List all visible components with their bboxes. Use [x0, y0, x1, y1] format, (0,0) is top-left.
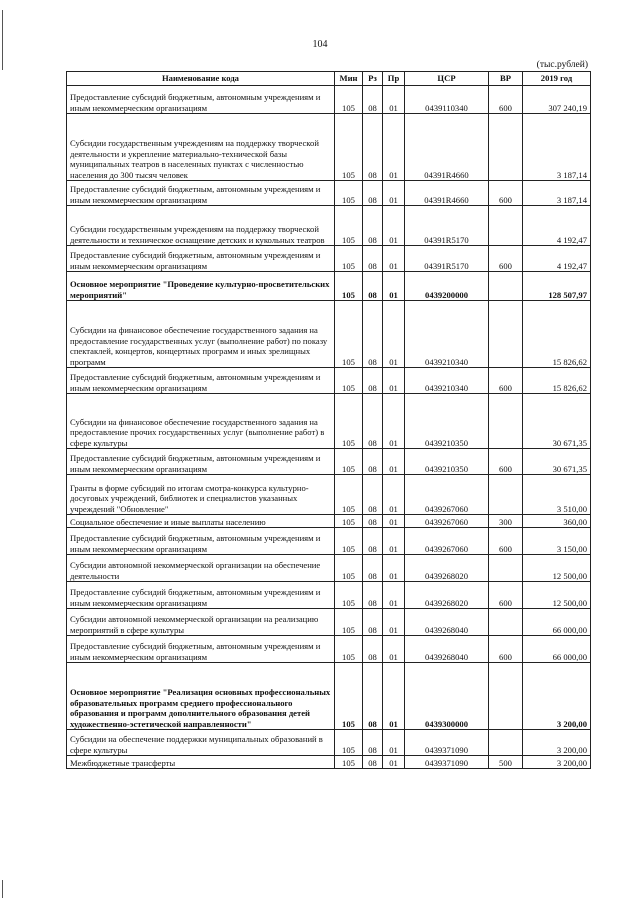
- table-row: [67, 582, 591, 609]
- row-pr: 01: [383, 475, 405, 515]
- row-name: Основное мероприятие "Реализация основных профессиональных образовательных программ среднего профессионального образования и программ дополнительного образования детей художественно-эстетической направленности": [67, 663, 335, 730]
- row-min: 105: [335, 582, 363, 609]
- row-min: 105: [335, 86, 363, 114]
- row-name: Предоставление субсидий бюджетным, автономным учреждениям и иным некоммерческим организациям: [67, 181, 335, 206]
- row-min: 105: [335, 246, 363, 272]
- row-vr: 600: [489, 181, 523, 206]
- row-rz: 08: [363, 663, 383, 730]
- row-min: 105: [335, 272, 363, 301]
- row-min: 105: [335, 114, 363, 181]
- row-vr: [489, 301, 523, 368]
- row-amount: 3 187,14: [523, 114, 591, 181]
- row-csr: 0439268040: [405, 609, 489, 636]
- row-name: Субсидии на финансовое обеспечение государственного задания на предоставление государственных услуг (выполнение работ) по показу спектаклей, концертов, концертных программ и иных зрелищных программ: [67, 301, 335, 368]
- table-row: [67, 528, 591, 555]
- row-name: Субсидии государственным учреждениям на поддержку творческой деятельности и техническое оснащение детских и кукольных театров: [67, 206, 335, 246]
- row-rz: 08: [363, 86, 383, 114]
- table-row: [67, 86, 591, 114]
- row-pr: 01: [383, 246, 405, 272]
- table-row: [67, 475, 591, 515]
- row-min: 105: [335, 206, 363, 246]
- column-header-pr: Пр: [383, 72, 405, 86]
- row-rz: 08: [363, 528, 383, 555]
- row-amount: 3 200,00: [523, 756, 591, 769]
- row-min: 105: [335, 555, 363, 582]
- row-amount: 66 000,00: [523, 636, 591, 663]
- row-name: Субсидии автономной некоммерческой организации на реализацию мероприятий в сфере культуры: [67, 609, 335, 636]
- table-row: [67, 114, 591, 181]
- row-vr: 600: [489, 528, 523, 555]
- scan-edge-mark: [2, 880, 3, 898]
- row-csr: 0439267060: [405, 528, 489, 555]
- table-row: [67, 515, 591, 528]
- row-csr: 04391R5170: [405, 206, 489, 246]
- row-name: Основное мероприятие "Проведение культурно-просветительских мероприятий": [67, 272, 335, 301]
- row-name: Гранты в форме субсидий по итогам смотра-конкурса культурно-досуговых учреждений, библиотек и специалистов указанных учреждений "Обновление": [67, 475, 335, 515]
- budget-table: [66, 71, 591, 769]
- row-amount: 30 671,35: [523, 449, 591, 475]
- units-label: (тыс.рублей): [536, 60, 588, 70]
- row-name: Субсидии на финансовое обеспечение государственного задания на предоставление прочих государственных услуг (выполнение работ) в сфере культуры: [67, 394, 335, 449]
- row-name: Социальное обеспечение и иные выплаты населению: [67, 515, 335, 528]
- table-row: [67, 555, 591, 582]
- row-rz: 08: [363, 582, 383, 609]
- table-row: [67, 756, 591, 769]
- row-amount: 3 200,00: [523, 663, 591, 730]
- row-csr: 0439210340: [405, 368, 489, 394]
- table-row: [67, 368, 591, 394]
- row-csr: 0439268040: [405, 636, 489, 663]
- row-rz: 08: [363, 730, 383, 756]
- column-header-csr: ЦСР: [405, 72, 489, 86]
- row-amount: 12 500,00: [523, 582, 591, 609]
- row-vr: 500: [489, 756, 523, 769]
- row-amount: 66 000,00: [523, 609, 591, 636]
- row-amount: 307 240,19: [523, 86, 591, 114]
- row-vr: [489, 475, 523, 515]
- row-vr: 600: [489, 368, 523, 394]
- row-min: 105: [335, 515, 363, 528]
- row-name: Межбюджетные трансферты: [67, 756, 335, 769]
- row-vr: 600: [489, 636, 523, 663]
- row-pr: 01: [383, 114, 405, 181]
- row-amount: 12 500,00: [523, 555, 591, 582]
- table-row: [67, 246, 591, 272]
- row-min: 105: [335, 636, 363, 663]
- row-csr: 0439268020: [405, 582, 489, 609]
- row-csr: 0439210340: [405, 301, 489, 368]
- row-amount: 3 187,14: [523, 181, 591, 206]
- table-row: [67, 636, 591, 663]
- row-min: 105: [335, 181, 363, 206]
- row-amount: 3 150,00: [523, 528, 591, 555]
- row-vr: [489, 663, 523, 730]
- row-min: 105: [335, 475, 363, 515]
- row-csr: 0439371090: [405, 756, 489, 769]
- row-rz: 08: [363, 181, 383, 206]
- table-row: [67, 730, 591, 756]
- table-row: [67, 206, 591, 246]
- row-rz: 08: [363, 555, 383, 582]
- row-name: Предоставление субсидий бюджетным, автономным учреждениям и иным некоммерческим организациям: [67, 449, 335, 475]
- row-vr: [489, 609, 523, 636]
- row-csr: 04391R4660: [405, 114, 489, 181]
- row-pr: 01: [383, 368, 405, 394]
- row-vr: 300: [489, 515, 523, 528]
- row-pr: 01: [383, 555, 405, 582]
- row-csr: 0439210350: [405, 449, 489, 475]
- row-rz: 08: [363, 368, 383, 394]
- row-vr: [489, 555, 523, 582]
- row-vr: [489, 114, 523, 181]
- row-amount: 30 671,35: [523, 394, 591, 449]
- row-csr: 0439267060: [405, 515, 489, 528]
- row-csr: 0439210350: [405, 394, 489, 449]
- row-pr: 01: [383, 206, 405, 246]
- row-pr: 01: [383, 730, 405, 756]
- row-amount: 4 192,47: [523, 246, 591, 272]
- row-vr: [489, 272, 523, 301]
- row-pr: 01: [383, 301, 405, 368]
- table-row: [67, 609, 591, 636]
- row-name: Предоставление субсидий бюджетным, автономным учреждениям и иным некоммерческим организациям: [67, 636, 335, 663]
- row-rz: 08: [363, 114, 383, 181]
- row-name: Предоставление субсидий бюджетным, автономным учреждениям и иным некоммерческим организациям: [67, 528, 335, 555]
- table-header-row: [67, 72, 591, 86]
- row-pr: 01: [383, 663, 405, 730]
- row-pr: 01: [383, 515, 405, 528]
- row-pr: 01: [383, 272, 405, 301]
- row-min: 105: [335, 368, 363, 394]
- row-amount: 4 192,47: [523, 206, 591, 246]
- row-rz: 08: [363, 475, 383, 515]
- row-rz: 08: [363, 394, 383, 449]
- row-vr: [489, 730, 523, 756]
- row-pr: 01: [383, 582, 405, 609]
- row-min: 105: [335, 394, 363, 449]
- row-rz: 08: [363, 206, 383, 246]
- row-vr: [489, 394, 523, 449]
- row-amount: 15 826,62: [523, 368, 591, 394]
- row-pr: 01: [383, 86, 405, 114]
- table-row: [67, 301, 591, 368]
- column-header-amount: 2019 год: [523, 72, 591, 86]
- row-name: Предоставление субсидий бюджетным, автономным учреждениям и иным некоммерческим организациям: [67, 86, 335, 114]
- row-min: 105: [335, 730, 363, 756]
- row-csr: 0439200000: [405, 272, 489, 301]
- row-csr: 0439300000: [405, 663, 489, 730]
- column-header-rz: Рз: [363, 72, 383, 86]
- row-name: Субсидии на обеспечение поддержки муниципальных образований в сфере культуры: [67, 730, 335, 756]
- row-rz: 08: [363, 272, 383, 301]
- row-csr: 0439371090: [405, 730, 489, 756]
- row-pr: 01: [383, 181, 405, 206]
- row-name: Предоставление субсидий бюджетным, автономным учреждениям и иным некоммерческим организациям: [67, 582, 335, 609]
- row-name: Предоставление субсидий бюджетным, автономным учреждениям и иным некоммерческим организациям: [67, 368, 335, 394]
- row-min: 105: [335, 301, 363, 368]
- row-amount: 360,00: [523, 515, 591, 528]
- row-amount: 128 507,97: [523, 272, 591, 301]
- row-min: 105: [335, 756, 363, 769]
- column-header-min: Мин: [335, 72, 363, 86]
- row-amount: 15 826,62: [523, 301, 591, 368]
- row-csr: 0439110340: [405, 86, 489, 114]
- row-name: Субсидии автономной некоммерческой организации на обеспечение деятельности: [67, 555, 335, 582]
- row-min: 105: [335, 449, 363, 475]
- row-pr: 01: [383, 609, 405, 636]
- row-rz: 08: [363, 301, 383, 368]
- row-min: 105: [335, 609, 363, 636]
- row-rz: 08: [363, 515, 383, 528]
- row-pr: 01: [383, 756, 405, 769]
- row-pr: 01: [383, 636, 405, 663]
- table-row: [67, 394, 591, 449]
- row-min: 105: [335, 528, 363, 555]
- row-name: Предоставление субсидий бюджетным, автономным учреждениям и иным некоммерческим организациям: [67, 246, 335, 272]
- row-name: Субсидии государственным учреждениям на поддержку творческой деятельности и укрепление материально-технической базы муниципальных театров в населенных пунктах с численностью населения до 300 тысяч человек: [67, 114, 335, 181]
- page-number: 104: [312, 39, 328, 50]
- row-vr: 600: [489, 86, 523, 114]
- row-rz: 08: [363, 609, 383, 636]
- column-header-name: Наименование кода: [67, 72, 335, 86]
- row-rz: 08: [363, 449, 383, 475]
- row-csr: 0439267060: [405, 475, 489, 515]
- row-vr: [489, 206, 523, 246]
- table-body: [67, 86, 591, 769]
- row-pr: 01: [383, 528, 405, 555]
- table-row: [67, 663, 591, 730]
- row-csr: 0439268020: [405, 555, 489, 582]
- row-rz: 08: [363, 636, 383, 663]
- row-csr: 04391R4660: [405, 181, 489, 206]
- table-row: [67, 181, 591, 206]
- row-amount: 3 510,00: [523, 475, 591, 515]
- row-amount: 3 200,00: [523, 730, 591, 756]
- row-rz: 08: [363, 246, 383, 272]
- row-pr: 01: [383, 394, 405, 449]
- row-rz: 08: [363, 756, 383, 769]
- row-vr: 600: [489, 582, 523, 609]
- row-vr: 600: [489, 449, 523, 475]
- row-csr: 04391R5170: [405, 246, 489, 272]
- row-pr: 01: [383, 449, 405, 475]
- table-row: [67, 272, 591, 301]
- row-min: 105: [335, 663, 363, 730]
- column-header-vr: ВР: [489, 72, 523, 86]
- row-vr: 600: [489, 246, 523, 272]
- table-row: [67, 449, 591, 475]
